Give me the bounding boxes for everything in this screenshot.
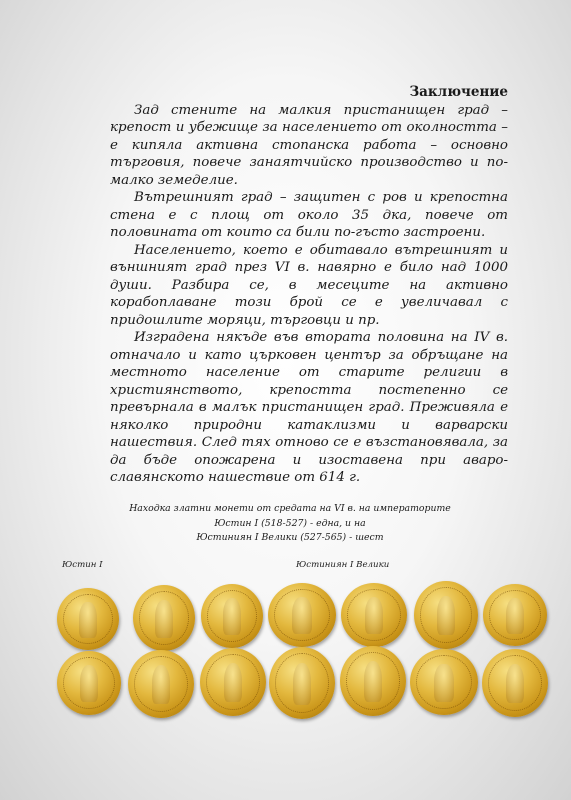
text-block bbox=[110, 84, 508, 487]
section-heading: Заключение bbox=[409, 84, 508, 100]
coin-obverse-5 bbox=[341, 583, 407, 647]
caption-line-2: Юстин I (518-527) - една, и на bbox=[214, 517, 366, 529]
coin-reverse-1 bbox=[57, 651, 121, 715]
coin-reverse-6 bbox=[410, 649, 478, 715]
coin-reverse-2 bbox=[128, 650, 194, 718]
coin-obverse-2 bbox=[133, 585, 195, 651]
paragraph-3: Населението, което е обитавало вътрешният и външният град през VI в. навярно е било над 1000 души. Разбира се, в месеците на активно корабоплаване този брой се е увеличавал с придошлите моряци, търговци и пр. bbox=[110, 242, 508, 328]
coin-obverse-6 bbox=[414, 581, 478, 649]
coin-reverse-3 bbox=[200, 648, 266, 716]
coin-obverse-1 bbox=[57, 588, 119, 650]
caption-line-1: Находка златни монети от средата на VI в. на императорите bbox=[129, 503, 451, 514]
paragraph-2: Вътрешният град – защитен с ров и крепостна стена е с площ от около 35 дка, повече от половината от които са били по-гъсто застроени. bbox=[110, 190, 508, 240]
caption-line-3: Юстиниян I Велики (527-565) - шест bbox=[196, 532, 384, 543]
coin-obverse-7 bbox=[483, 584, 547, 646]
coin-obverse-3 bbox=[201, 584, 263, 648]
coin-reverse-5 bbox=[340, 646, 406, 716]
paragraph-4: Изградена някъде във втората половина на IV в. отначало и като църковен център за обръщане на местното население от старите религии в християнството, крепостта постепенно се превърнала в малък пристанищен град. Преживяла е няколко природни катаклизми и варварски нашествия. След тях отново се е възстановявала, за да бъде опожарена и изоставена при аваро-славянското нашествие от 614 г. bbox=[110, 330, 508, 485]
label-justinian: Юстиниян I Велики bbox=[296, 560, 390, 570]
coin-reverse-7 bbox=[482, 649, 548, 717]
coin-reverse-4 bbox=[269, 647, 335, 719]
paragraph-1: Зад стените на малкия пристанищен град – крепост и убежище за населението от околността – е кипяла активна стопанска работа – основно търговия, повече занаятчийско производство и по-малко земеделие. bbox=[110, 102, 508, 188]
label-justin: Юстин I bbox=[62, 560, 103, 570]
coin-obverse-4 bbox=[268, 583, 336, 647]
coins-reverse-row bbox=[0, 646, 571, 726]
coin-caption bbox=[120, 502, 460, 546]
